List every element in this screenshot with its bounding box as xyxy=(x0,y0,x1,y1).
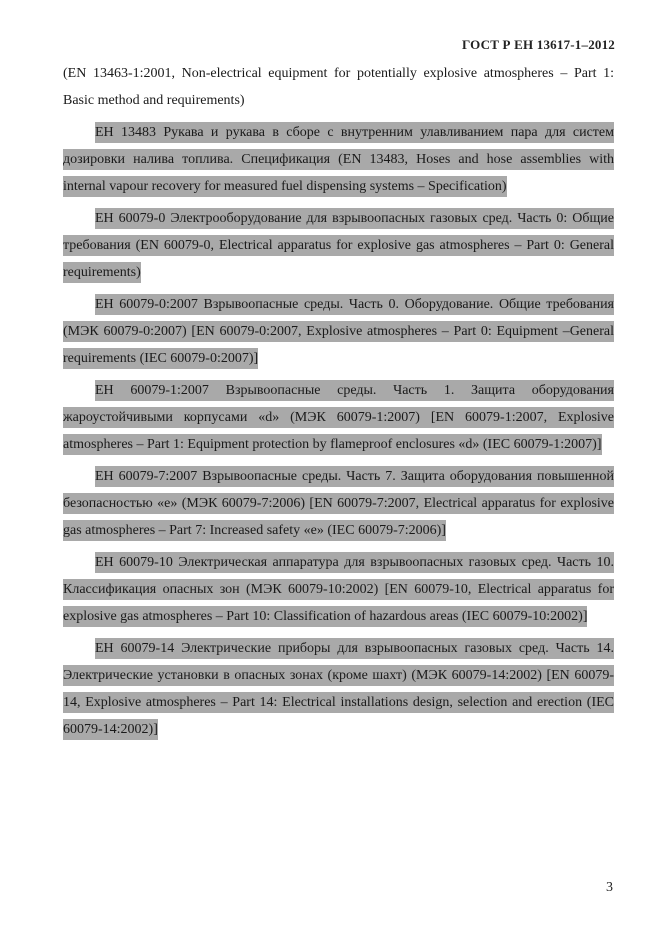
reference-paragraph xyxy=(63,291,614,372)
reference-paragraph xyxy=(63,119,614,200)
reference-paragraph xyxy=(63,60,614,114)
document-code-header: ГОСТ Р ЕН 13617-1–2012 xyxy=(462,37,615,52)
reference-text: ЕН 13483 Рукава и рукава в сборе с внутренним улавливанием пара для систем дозировки налива топлива. Спецификация (EN 13483, Hoses and hose assemblies with internal vapour recovery for measured fuel dispensing systems – Specification) xyxy=(63,122,614,197)
reference-paragraph xyxy=(63,463,614,544)
reference-paragraph xyxy=(63,635,614,743)
reference-paragraph xyxy=(63,549,614,630)
reference-text: ЕН 60079-0:2007 Взрывоопасные среды. Часть 0. Оборудование. Общие требования (МЭК 60079-0:2007) [EN 60079-0:2007, Explosive atmospheres – Part 0: Equipment –General requirements (IEC 60079-0:2007)] xyxy=(63,294,614,369)
reference-text: ЕН 60079-1:2007 Взрывоопасные среды. Часть 1. Защита оборудования жароустойчивыми корпусами «d» (МЭК 60079-1:2007) [EN 60079-1:2007, Explosive atmospheres – Part 1: Equipment protection by flameproof enclosures «d» (IEC 60079-1:2007)] xyxy=(63,380,614,455)
reference-text: ЕН 60079-14 Электрические приборы для взрывоопасных газовых сред. Часть 14. Электрические установки в опасных зонах (кроме шахт) (МЭК 60079-14:2002) [EN 60079-14, Explosive atmospheres – Part 14: Electrical installations design, selection and erection (IEC 60079-14:2002)] xyxy=(63,638,614,740)
reference-text: (EN 13463-1:2001, Non-electrical equipment for potentially explosive atmospheres – Part 1: Basic method and requirements) xyxy=(63,66,614,108)
reference-text: ЕН 60079-10 Электрическая аппаратура для взрывоопасных газовых сред. Часть 10. Классификация опасных зон (МЭК 60079-10:2002) [EN 60079-10, Electrical apparatus for explosive gas atmospheres – Part 10: Classification of hazardous areas (IEC 60079-10:2002)] xyxy=(63,552,614,627)
reference-text: ЕН 60079-7:2007 Взрывоопасные среды. Часть 7. Защита оборудования повышенной безопасностью «e» (МЭК 60079-7:2006) [EN 60079-7:2007, Electrical apparatus for explosive gas atmospheres – Part 7: Increased safety «e» (IEC 60079-7:2006)] xyxy=(63,466,614,541)
references-list xyxy=(63,60,614,748)
reference-paragraph xyxy=(63,205,614,286)
page-number: 3 xyxy=(606,880,613,895)
reference-text: ЕН 60079-0 Электрооборудование для взрывоопасных газовых сред. Часть 0: Общие требования (EN 60079-0, Electrical apparatus for explosive gas atmospheres – Part 0: General requirements) xyxy=(63,208,614,283)
reference-paragraph xyxy=(63,377,614,458)
